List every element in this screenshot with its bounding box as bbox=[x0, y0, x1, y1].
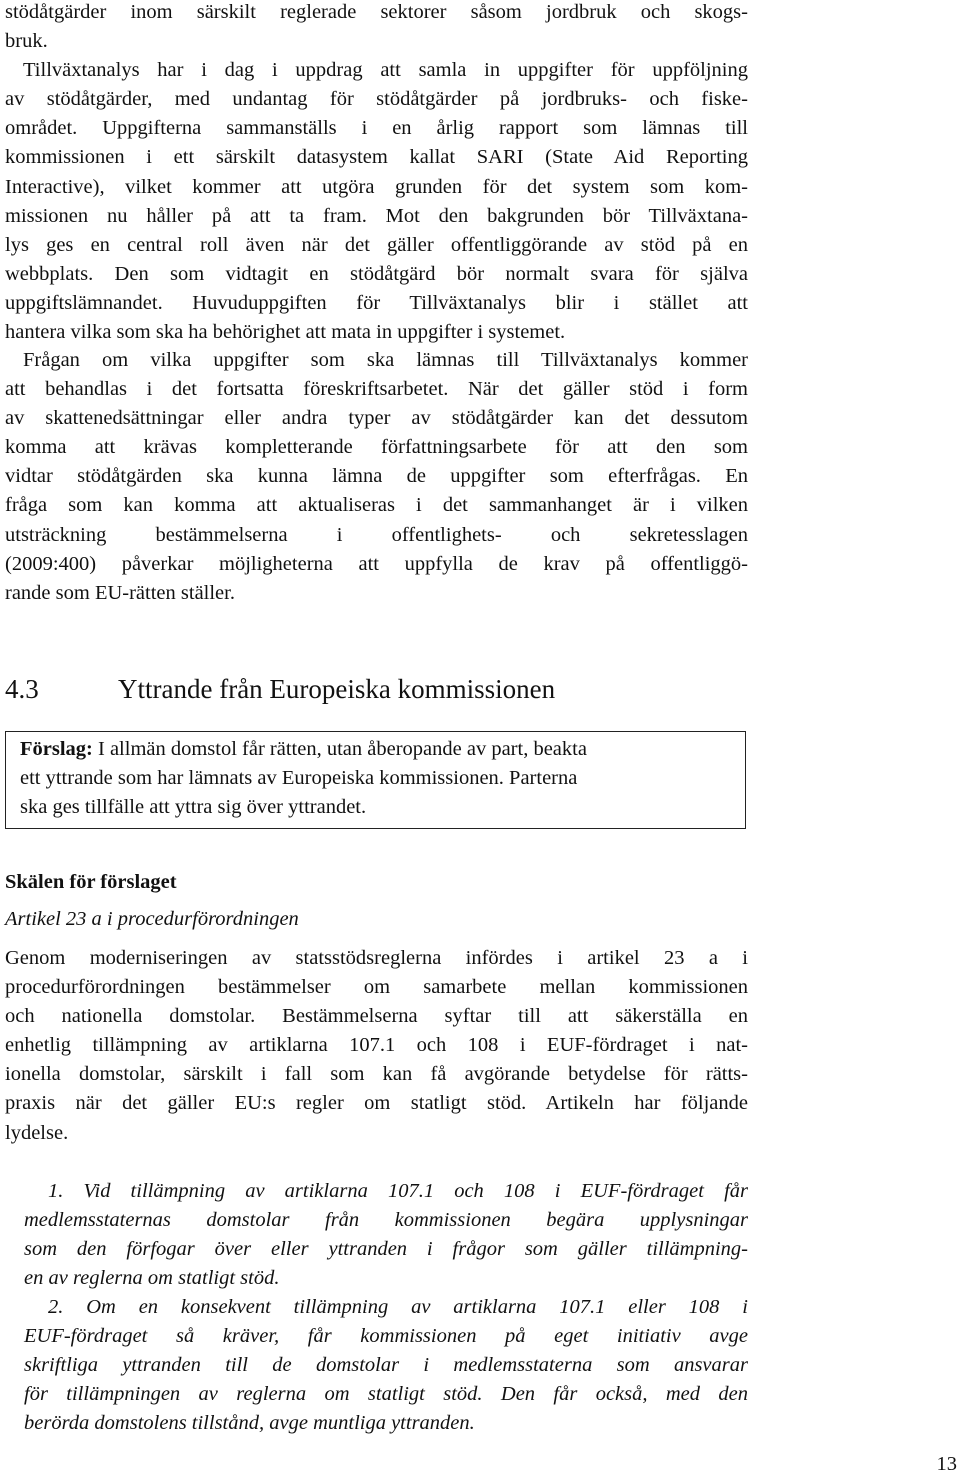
text-line: Interactive), vilket kommer att utgöra grunden för det system som kom- bbox=[5, 175, 748, 198]
text-line: procedurförordningen bestämmelser om samarbete mellan kommissionen bbox=[5, 976, 748, 999]
quote-line: skriftliga yttranden till de domstolar i medlemsstaterna som ansvarar bbox=[24, 1354, 748, 1377]
text-line: lydelse. bbox=[5, 1121, 69, 1144]
quote-line: för tillämpningen av reglerna om statligt stöd. Den får också, med den bbox=[24, 1383, 748, 1406]
text-line: ionella domstolar, särskilt i fall som kan få avgörande betydelse för rätts- bbox=[5, 1063, 748, 1086]
section-title: Yttrande från Europeiska kommissionen bbox=[118, 674, 556, 704]
text-line: praxis när det gäller EU:s regler om statligt stöd. Artikeln har följande bbox=[5, 1092, 748, 1115]
text-line: uppgiftslämnandet. Huvuduppgiften för Tillväxtanalys blir i stället att bbox=[5, 291, 748, 314]
text-line: kommissionen i ett särskilt datasystem kallat SARI (State Aid Reporting bbox=[5, 146, 748, 169]
text-line: hantera vilka som ska ha behörighet att mata in uppgifter i systemet. bbox=[5, 321, 566, 344]
text-line: av skattenedsättningar eller andra typer av stödåtgärder kan det dessutom bbox=[5, 407, 748, 430]
text-line: komma att krävas kompletterande författningsarbete för att den som bbox=[5, 436, 748, 459]
reasons-heading: Skälen för förslaget bbox=[5, 871, 177, 893]
text-line: bruk. bbox=[5, 30, 48, 53]
text-line: utsträckning bestämmelserna i offentlighets- och sekretesslagen bbox=[5, 523, 748, 546]
text-line: stödåtgärder inom särskilt reglerade sektorer såsom jordbruk och skogs- bbox=[5, 1, 748, 23]
reasons-subheading: Artikel 23 a i procedurförordningen bbox=[5, 908, 299, 930]
text-line: fråga som kan komma att aktualiseras i det sammanhanget är i vilken bbox=[5, 494, 748, 517]
quote-line: medlemsstaternas domstolar från kommissionen begära upplysningar bbox=[24, 1209, 748, 1232]
page-number: 13 bbox=[936, 1453, 957, 1475]
quote-item-2 bbox=[24, 1293, 748, 1438]
section-heading bbox=[5, 672, 555, 706]
text-line: Frågan om vilka uppgifter som ska lämnas till Tillväxtanalys kommer bbox=[23, 349, 748, 371]
proposal-box bbox=[5, 731, 746, 829]
text-line: lys ges en central roll även när det gäller offentliggörande av stöd på en bbox=[5, 233, 748, 256]
text-line: vidtar stödåtgärden ska kunna lämna de uppgifter som efterfrågas. En bbox=[5, 465, 748, 488]
text-line: området. Uppgifterna sammanställs i en årlig rapport som lämnas till bbox=[5, 117, 748, 140]
quote-item-1 bbox=[24, 1177, 748, 1293]
proposal-text-line: ett yttrande som har lämnats av Europeiska kommissionen. Parterna bbox=[20, 767, 578, 789]
text-line: av stödåtgärder, med undantag för stödåtgärder på jordbruks- och fiske- bbox=[5, 88, 748, 111]
paragraph-tillvaxtanalys bbox=[5, 0, 748, 347]
text-line: och nationella domstolar. Bestämmelserna syftar till att säkerställa en bbox=[5, 1005, 748, 1028]
section-number: 4.3 bbox=[5, 674, 39, 704]
quote-line: en av reglerna om statligt stöd. bbox=[24, 1267, 280, 1290]
quote-line: EUF-fördraget så kräver, får kommissionen på eget initiativ avge bbox=[24, 1325, 748, 1348]
text-line: rande som EU-rätten ställer. bbox=[5, 581, 235, 604]
proposal-label: Förslag: bbox=[20, 738, 93, 760]
quote-line: som den förfogar över eller yttranden i frågor som gäller tillämpning- bbox=[24, 1238, 748, 1261]
text-line: webbplats. Den som vidtagit en stödåtgärd bör normalt svara för själva bbox=[5, 262, 748, 285]
text-line: Tillväxtanalys har i dag i uppdrag att samla in uppgifter för uppföljning bbox=[23, 59, 748, 82]
text-line: (2009:400) påverkar möjligheterna att uppfylla de krav på offentliggö- bbox=[5, 552, 748, 575]
quote-line: 2. Om en konsekvent tillämpning av artiklarna 107.1 eller 108 i bbox=[48, 1296, 748, 1318]
proposal-text-line: ska ges tillfälle att yttra sig över yttrandet. bbox=[20, 796, 367, 818]
text-line: enhetlig tillämpning av artiklarna 107.1 och 108 i EUF-fördraget i nat- bbox=[5, 1034, 748, 1057]
proposal-text-line: I allmän domstol får rätten, utan åberopande av part, beakta bbox=[92, 738, 587, 760]
paragraph-genom bbox=[5, 944, 748, 1148]
text-line: Genom moderniseringen av statsstödsreglerna infördes i artikel 23 a i bbox=[5, 947, 748, 969]
paragraph-fragan bbox=[5, 346, 748, 608]
quote-line: 1. Vid tillämpning av artiklarna 107.1 och 108 i EUF-fördraget får bbox=[48, 1180, 748, 1202]
text-line: att behandlas i det fortsatta föreskriftsarbetet. När det gäller stöd i form bbox=[5, 378, 748, 401]
text-line: missionen nu håller på att ta fram. Mot den bakgrunden bör Tillväxtana- bbox=[5, 204, 748, 227]
quote-line: berörda domstolens tillstånd, avge muntliga yttranden. bbox=[24, 1412, 475, 1435]
